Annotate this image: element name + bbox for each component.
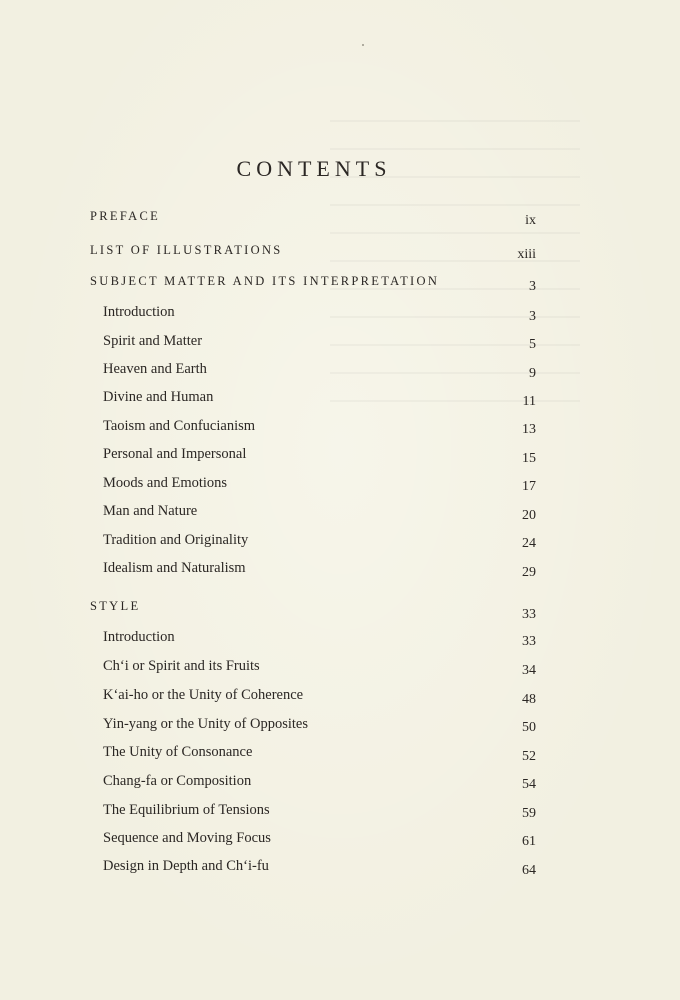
- toc-entry-title: Chang-fa or Composition: [103, 773, 252, 789]
- toc-section-heading: STYLE: [90, 599, 141, 613]
- toc-entry-title: Yin-yang or the Unity of Opposites: [103, 716, 308, 732]
- toc-page-number: 11: [522, 394, 536, 409]
- toc-page-number: 48: [522, 692, 536, 707]
- toc-page-number: 3: [529, 279, 536, 294]
- toc-page-number: 59: [522, 806, 536, 821]
- toc-section-heading: PREFACE: [90, 209, 161, 223]
- toc-page-number: 9: [529, 366, 536, 381]
- toc-entry-title: Ch‘i or Spirit and its Fruits: [103, 658, 260, 674]
- toc-page-number: 15: [522, 451, 536, 466]
- toc-page-number: 33: [522, 607, 536, 622]
- toc-entry-title: Introduction: [103, 629, 175, 645]
- toc-entry-title: Introduction: [103, 304, 175, 320]
- toc-page-number: 24: [522, 536, 536, 551]
- toc-entry-title: The Unity of Consonance: [103, 744, 253, 760]
- toc-page-number: 54: [522, 777, 536, 792]
- toc-entry-title: Spirit and Matter: [103, 333, 203, 349]
- toc-page-number: ix: [525, 213, 536, 228]
- toc-page-number: 29: [522, 565, 536, 580]
- paper-speck: [362, 44, 364, 46]
- toc-page-number: 52: [522, 749, 536, 764]
- toc-entry-title: Idealism and Naturalism: [103, 560, 246, 576]
- toc-entry-title: Personal and Impersonal: [103, 446, 247, 462]
- toc-entry-title: Sequence and Moving Focus: [103, 830, 271, 846]
- toc-entry-title: Design in Depth and Ch‘i-fu: [103, 858, 269, 874]
- toc-page-number: 61: [522, 834, 536, 849]
- toc-page-number: 17: [522, 479, 536, 494]
- toc-page-number: 13: [522, 422, 536, 437]
- toc-entry-title: Moods and Emotions: [103, 475, 228, 491]
- toc-page-number: 64: [522, 863, 536, 878]
- toc-entry-title: Heaven and Earth: [103, 361, 207, 377]
- toc-entry-title: Divine and Human: [103, 389, 214, 405]
- toc-page-number: 3: [529, 309, 536, 324]
- toc-page-number: 33: [522, 634, 536, 649]
- toc-entry-title: Taoism and Confucianism: [103, 418, 256, 434]
- toc-entry-title: Tradition and Originality: [103, 532, 249, 548]
- toc-entry-title: Man and Nature: [103, 503, 198, 519]
- toc-entry-title: K‘ai-ho or the Unity of Coherence: [103, 687, 304, 703]
- toc-page-number: 20: [522, 508, 536, 523]
- toc-entry-title: The Equilibrium of Tensions: [103, 802, 270, 818]
- toc-page-number: xiii: [517, 247, 536, 262]
- toc-section-heading: LIST OF ILLUSTRATIONS: [90, 243, 283, 257]
- toc-page-number: 5: [529, 337, 536, 352]
- contents-title: CONTENTS: [236, 156, 392, 181]
- toc-section-heading: SUBJECT MATTER AND ITS INTERPRETATION: [90, 274, 440, 288]
- toc-page-number: 50: [522, 720, 536, 735]
- toc-page-number: 34: [522, 663, 536, 678]
